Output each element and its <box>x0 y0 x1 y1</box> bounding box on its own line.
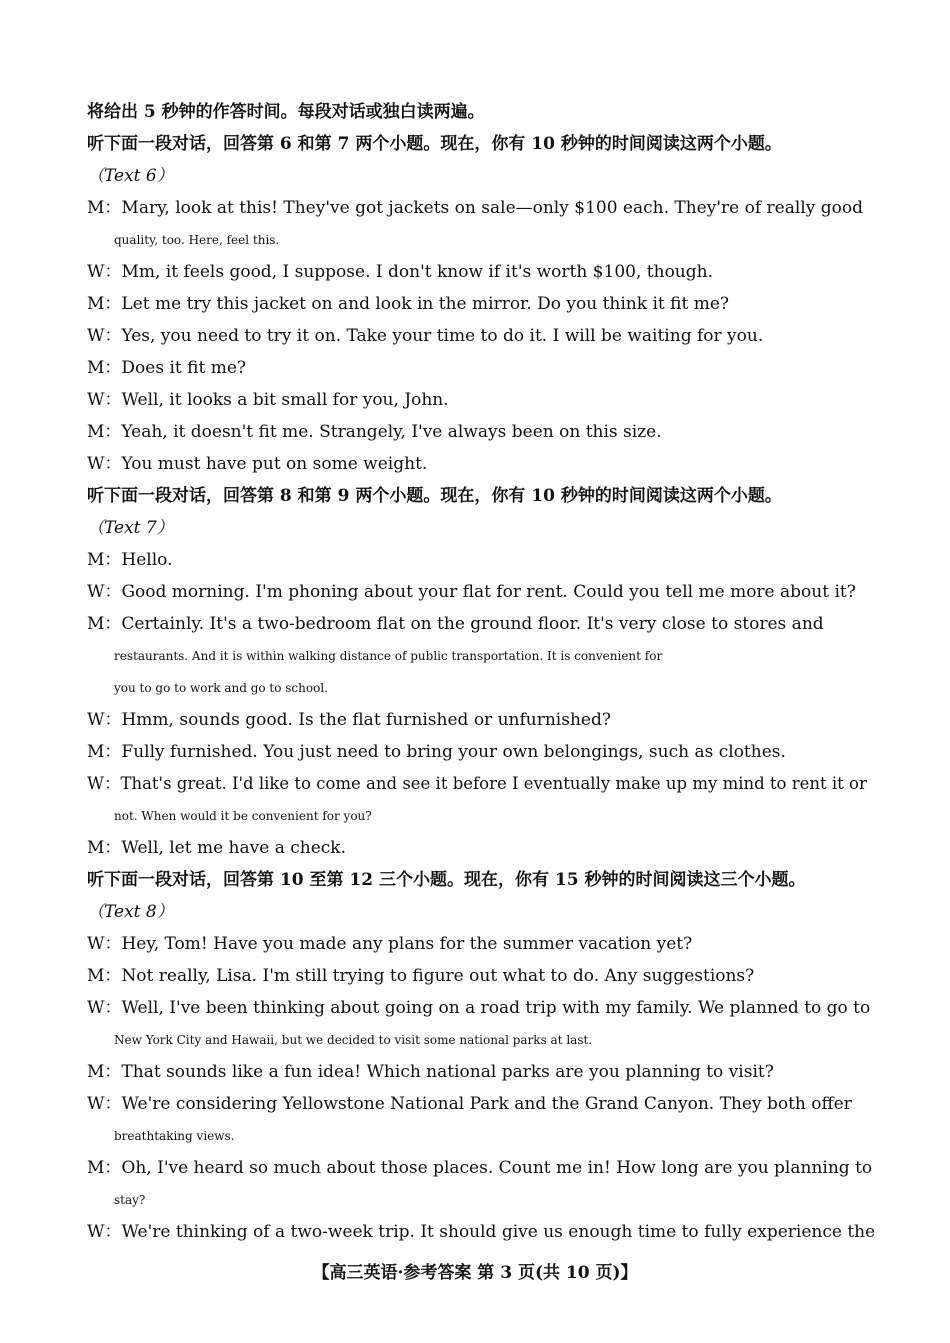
dialogue-line: W：Mm, it feels good, I suppose. I don't know if it's worth $100, though. <box>87 262 713 282</box>
dialogue-line: M：Does it fit me? <box>87 358 247 378</box>
transcript-body <box>87 96 877 1248</box>
text-label: （Text 7） <box>87 518 174 538</box>
dialogue-continuation: New York City and Hawaii, but we decided to visit some national parks at last. <box>114 1033 593 1047</box>
dialogue-line: M：Oh, I've heard so much about those places. Count me in! How long are you planning to <box>87 1158 873 1178</box>
dialogue-line: W：Well, it looks a bit small for you, John. <box>87 390 449 410</box>
dialogue-line: M：Yeah, it doesn't fit me. Strangely, I've always been on this size. <box>87 422 662 442</box>
text-label: （Text 8） <box>87 902 174 922</box>
dialogue-line: W：We're considering Yellowstone National Park and the Grand Canyon. They both offer <box>87 1094 852 1114</box>
dialogue-line: M：Not really, Lisa. I'm still trying to figure out what to do. Any suggestions? <box>87 966 755 986</box>
page-footer: 【高三英语·参考答案 第 3 页(共 10 页)】 <box>312 1263 638 1283</box>
dialogue-line: M：Mary, look at this! They've got jackets on sale—only $100 each. They're of really good <box>87 198 863 218</box>
dialogue-line: W：That's great. I'd like to come and see it before I eventually make up my mind to rent it or <box>87 774 867 793</box>
dialogue-line: W：We're thinking of a two-week trip. It should give us enough time to fully experience the <box>87 1222 876 1242</box>
dialogue-line: M：Fully furnished. You just need to bring your own belongings, such as clothes. <box>87 742 786 762</box>
dialogue-continuation: you to go to work and go to school. <box>114 681 328 695</box>
instruction-line: 听下面一段对话，回答第 8 和第 9 两个小题。现在，你有 10 秒钟的时间阅读这两个小题。 <box>87 486 782 506</box>
dialogue-continuation: quality, too. Here, feel this. <box>114 233 280 247</box>
dialogue-line: W：Well, I've been thinking about going on a road trip with my family. We planned to go to <box>87 998 871 1018</box>
text-label: （Text 6） <box>87 166 174 186</box>
instruction-line: 听下面一段对话，回答第 10 至第 12 三个小题。现在，你有 15 秒钟的时间阅读这三个小题。 <box>87 870 806 890</box>
dialogue-continuation: breathtaking views. <box>114 1129 235 1143</box>
dialogue-line: W：You must have put on some weight. <box>87 454 428 474</box>
instruction-line: 将给出 5 秒钟的作答时间。每段对话或独白读两遍。 <box>87 102 485 122</box>
dialogue-line: W：Yes, you need to try it on. Take your time to do it. I will be waiting for you. <box>87 326 764 346</box>
instruction-line: 听下面一段对话，回答第 6 和第 7 两个小题。现在，你有 10 秒钟的时间阅读这两个小题。 <box>87 134 782 154</box>
dialogue-continuation: restaurants. And it is within walking distance of public transportation. It is convenient for <box>114 649 663 663</box>
dialogue-line: M：That sounds like a fun idea! Which national parks are you planning to visit? <box>87 1062 774 1082</box>
dialogue-line: M：Let me try this jacket on and look in the mirror. Do you think it fit me? <box>87 294 729 314</box>
dialogue-line: W：Good morning. I'm phoning about your flat for rent. Could you tell me more about it? <box>87 582 856 602</box>
dialogue-line: M：Certainly. It's a two-bedroom flat on the ground floor. It's very close to stores and <box>87 614 824 634</box>
dialogue-continuation: not. When would it be convenient for you? <box>114 809 372 823</box>
dialogue-line: W：Hey, Tom! Have you made any plans for the summer vacation yet? <box>87 934 693 954</box>
dialogue-line: M：Hello. <box>87 550 173 570</box>
dialogue-continuation: stay? <box>114 1193 146 1207</box>
dialogue-line: M：Well, let me have a check. <box>87 838 347 858</box>
dialogue-line: W：Hmm, sounds good. Is the flat furnished or unfurnished? <box>87 710 611 730</box>
